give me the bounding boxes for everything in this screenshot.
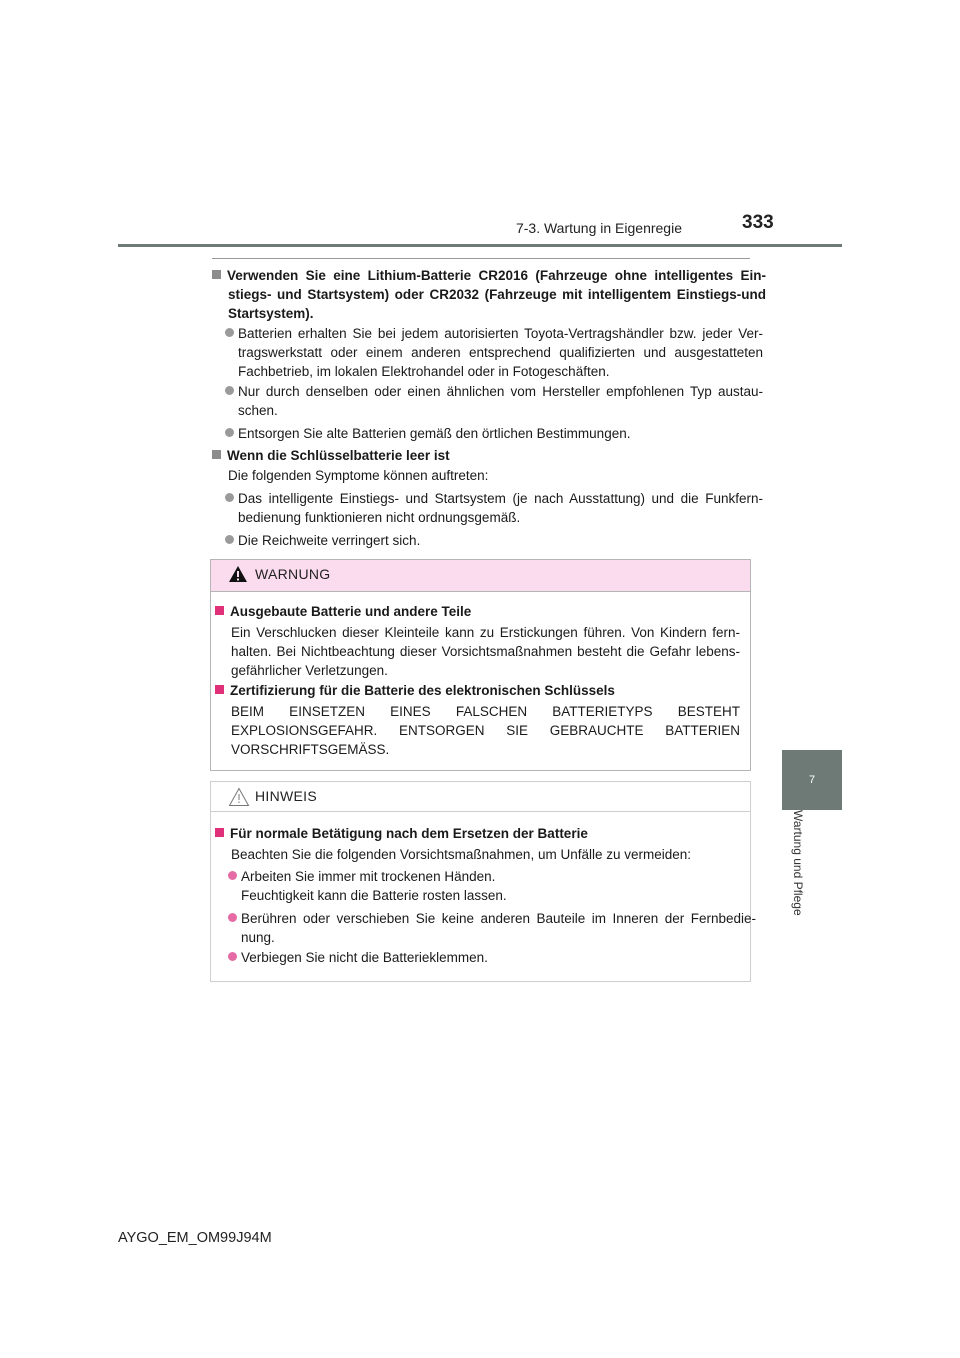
list-item: Die Reichweite verringert sich. — [225, 531, 763, 550]
battery-low-heading: Wenn die Schlüsselbatterie leer ist — [212, 446, 766, 465]
square-bullet-icon — [215, 685, 224, 694]
notice-title: HINWEIS — [255, 788, 317, 804]
battery-low-intro: Die folgenden Symptome können auftreten: — [228, 468, 489, 483]
square-bullet-icon — [212, 450, 221, 459]
warning-item-text: Ein Verschlucken dieser Kleinteile kann zu Erstickungen führen. Von Kindern fern-halten. Bei Nichtbeachtung dieser Vorsichtsmaßnahmen besteht die Gefahr lebens-gefährlicher Verletzungen. — [231, 625, 740, 678]
section-divider — [212, 258, 750, 259]
square-bullet-icon — [215, 606, 224, 615]
warning-item-heading: Zertifizierung für die Batterie des elektronischen Schlüssels — [215, 681, 759, 700]
round-bullet-icon — [225, 328, 234, 337]
header-rule — [118, 244, 842, 247]
notice-header — [211, 782, 750, 812]
list-item: Berühren oder verschieben Sie keine anderen Bauteile im Inneren der Fernbedie-nung. — [228, 909, 756, 947]
notice-intro: Beachten Sie die folgenden Vorsichtsmaßnahmen, um Unfälle zu vermeiden: — [231, 847, 692, 862]
warning-title: WARNUNG — [255, 566, 331, 582]
notice-box — [210, 781, 756, 982]
list-item: Nur durch denselben oder einen ähnlichen vom Hersteller empfohlenen Typ austau-schen. — [225, 382, 763, 420]
round-bullet-icon — [225, 535, 234, 544]
square-bullet-icon — [215, 828, 224, 837]
round-bullet-icon — [228, 913, 237, 922]
warning-triangle-icon — [228, 565, 248, 583]
warning-header — [211, 560, 750, 592]
list-item: Arbeiten Sie immer mit trockenen Händen. Feuchtigkeit kann die Batterie rosten lassen. — [228, 867, 756, 905]
chapter-title: Wartung und Pflege — [791, 810, 805, 916]
round-bullet-icon — [225, 493, 234, 502]
page-number: 333 — [742, 212, 774, 233]
list-item: Verbiegen Sie nicht die Batterieklemmen. — [228, 948, 756, 967]
warning-item-text: BEIM EINSETZEN EINES FALSCHEN BATTERIETYPS BESTEHT EXPLOSIONSGEFAHR. ENTSORGEN SIE GEBRAUCHTE BATTERIEN VORSCHRIFTSGEMÄSS. — [231, 704, 740, 757]
chapter-tab — [782, 750, 842, 810]
document-code: AYGO_EM_OM99J94M — [118, 1230, 272, 1246]
section-title: 7-3. Wartung in Eigenregie — [515, 220, 682, 236]
warning-item-heading: Ausgebaute Batterie und andere Teile — [215, 602, 759, 621]
warning-box — [210, 559, 751, 771]
square-bullet-icon — [212, 270, 221, 279]
battery-type-heading: Verwenden Sie eine Lithium-Batterie CR2016 (Fahrzeuge ohne intelligentes Ein-stiegs- und Startsystem) oder CR2032 (Fahrzeuge mit intelligentem Einstiegs-und Startsystem). — [212, 266, 766, 323]
chapter-number: 7 — [808, 774, 816, 786]
list-item: Batterien erhalten Sie bei jedem autorisierten Toyota-Vertragshändler bzw. jeder Ver-tragswerkstatt oder einem anderen entsprechend qualifizierten und ausgestatteten Fachbetrieb, im lokalen Elektrohandel oder in Fotogeschäften. — [225, 324, 763, 381]
list-item: Entsorgen Sie alte Batterien gemäß den örtlichen Bestimmungen. — [225, 424, 763, 443]
list-item: Das intelligente Einstiegs- und Startsystem (je nach Ausstattung) und die Funkfern-bedienung funktionieren nicht ordnungsgemäß. — [225, 489, 763, 527]
round-bullet-icon — [225, 428, 234, 437]
round-bullet-icon — [228, 952, 237, 961]
caution-triangle-icon — [228, 787, 250, 807]
chapter-title-strip — [782, 810, 842, 950]
notice-heading: Für normale Betätigung nach dem Ersetzen der Batterie — [215, 824, 759, 843]
round-bullet-icon — [225, 386, 234, 395]
round-bullet-icon — [228, 871, 237, 880]
